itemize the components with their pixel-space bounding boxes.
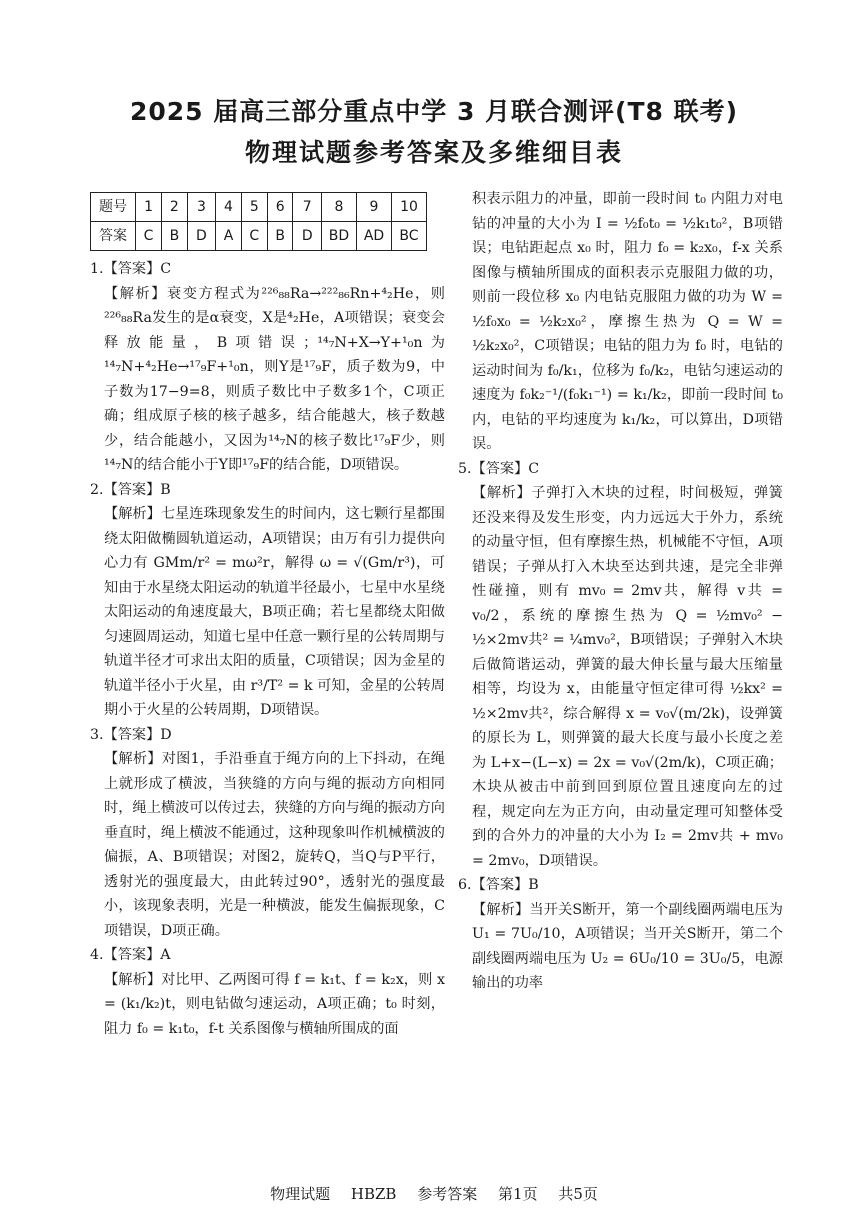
question-3: [90, 723, 445, 944]
answer-table-cell: 2: [162, 193, 188, 222]
question-4: [90, 943, 445, 1041]
answer-table-cell: 7: [293, 193, 322, 222]
question-answer-heading: 4.【答案】A: [90, 947, 171, 963]
question-explanation: 【解析】子弹打入木块的过程，时间极短，弹簧还没来得及发生形变，内力远远大于外力，系统的动量守恒，但有摩擦生热，机械能不守恒，A项错误；子弹从打入木块至达到共速，是完全非弹性碰撞，则有 mv₀ = 2mv共，解得 v共 = v₀/2，系统的摩擦生热为 Q = ½mv₀² − ½×2mv共² = ¼mv₀²，B项错误；子弹射入木块后做简谐运动，弹簧的最大伸长量与最大压缩量相等，均设为 x，由能量守恒定律可得 ½kx² = ½×2mv共²，综合解得 x = v₀√(m/2k)，设弹簧的原长为 L，则弹簧的最大长度与最小长度之差为 L+x−(L−x) = 2x = v₀√(2m/k)，C项正确；木块从被击中前到回到原位置且速度向左的过程，规定向左为正方向，由动量定理可知整体受到的合外力的冲量的大小为 I₂ = 2mv共 + mv₀ = 2mv₀，D项错误。: [472, 485, 783, 869]
right-column: [458, 187, 783, 996]
answer-table-cell: C: [241, 222, 267, 251]
answer-table-cell: 4: [216, 193, 242, 222]
answer-table-cell: BC: [392, 222, 427, 251]
question-explanation: 【解析】七星连珠现象发生的时间内，这七颗行星都围绕太阳做椭圆轨道运动，A项错误；由万有引力提供向心力有 GMm/r² = mω²r，解得 ω = √(Gm/r³)，可知由于水星绕太阳运动的轨道半径最小，七星中水星绕太阳运动的角速度最大，B项正确；若七星都绕太阳做匀速圆周运动，知道七星中任意一颗行星的公转周期与轨道半径才可求出太阳的质量，C项错误；因为金星的轨道半径小于火星，由 r³/T² = k 可知，金星的公转周期小于火星的公转周期，D项错误。: [104, 506, 445, 718]
question-5: [458, 457, 783, 874]
question-explanation: 【解析】衰变方程式为²²⁶₈₈Ra→²²²₈₆Rn+⁴₂He，则²²⁶₈₈Ra发生的是α衰变，X是⁴₂He，A项错误；衰变会释放能量，B项错误；¹⁴₇N+X→Y+¹₀n为¹⁴₇N+⁴₂He→¹⁷₉F+¹₀n，则Y是¹⁷₉F，质子数为9，中子数为17−9=8，则质子数比中子数多1个，C项正确；组成原子核的核子越多，结合能越大，核子数越少，结合能越小，又因为¹⁴₇N的核子数比¹⁷₉F少，则¹⁴₇N的结合能小于Y即¹⁷₉F的结合能，D项错误。: [104, 285, 445, 473]
answer-table-number-row: [91, 193, 427, 222]
answer-table-row-label: 题号: [91, 193, 136, 222]
answer-table-cell: C: [136, 222, 162, 251]
question-explanation: 【解析】对图1，手沿垂直于绳方向的上下抖动，在绳上就形成了横波，当狭缝的方向与绳的振动方向相同时，绳上横波可以传过去，狭缝的方向与绳的振动方向垂直时，绳上横波不能通过，这种现象叫作机械横波的偏振，A、B项错误；对图2，旋转Q，当Q与P平行，透射光的强度最大，由此转过90°，透射光的强度最小，该现象表明，光是一种横波，能发生偏振现象，C项错误，D项正确。: [104, 751, 445, 939]
footer-subject: 物理试题: [270, 1185, 331, 1203]
answer-table-cell: 9: [357, 193, 392, 222]
question-1: [90, 257, 445, 478]
answer-table-cell: 5: [241, 193, 267, 222]
footer-code: HBZB: [350, 1185, 397, 1203]
answer-table-cell: 8: [322, 193, 357, 222]
answer-table-cell: B: [267, 222, 293, 251]
question-2: [90, 478, 445, 723]
answer-table-cell: 1: [136, 193, 162, 222]
question-explanation-continued: 积表示阻力的冲量，即前一段时间 t₀ 内阻力对电钻的冲量的大小为 I = ½f₀t₀ = ½k₁t₀²，B项错误；电钻距起点 x₀ 时，阻力 f₀ = k₂x₀，f-x 关系图像与横轴所围成的面积表示克服阻力做的功，则前一段位移 x₀ 内电钻克服阻力做的功为 W = ½f₀x₀ = ½k₂x₀²，摩擦生热为 Q = W = ½k₂x₀²，C项错误；电钻的阻力为 f₀ 时，电钻的运动时间为 f₀/k₁，位移为 f₀/k₂，电钻匀速运动的速度为 f₀k₂⁻¹/(f₀k₁⁻¹) = k₁/k₂，即前一段时间 t₀ 内，电钻的平均速度为 k₁/k₂，可以算出，D项错误。: [472, 191, 783, 452]
answer-table-answer-row: [91, 222, 427, 251]
answer-table-cell: 6: [267, 193, 293, 222]
answer-table-cell: D: [293, 222, 322, 251]
answer-table-cell: B: [162, 222, 188, 251]
answer-table-cell: 3: [187, 193, 215, 222]
left-column: [90, 187, 445, 1041]
answer-table-cell: BD: [322, 222, 357, 251]
answer-table-cell: 10: [392, 193, 427, 222]
question-explanation: 【解析】对比甲、乙两图可得 f = k₁t、f = k₂x，则 x = (k₁/k₂)t，则电钻做匀速运动，A项正确；t₀ 时刻，阻力 f₀ = k₁t₀，f-t 关系图像与横轴所围成的面: [104, 971, 445, 1037]
answer-table: [90, 192, 427, 251]
page-subtitle: 物理试题参考答案及多维细目表: [244, 138, 623, 167]
answer-table-row-label: 答案: [91, 222, 136, 251]
page-footer: [0, 1183, 868, 1204]
question-answer-heading: 3.【答案】D: [90, 726, 172, 743]
question-explanation: 【解析】当开关S断开，第一个副线圈两端电压为 U₁ = 7U₀/10，A项错误；当开关S断开，第二个副线圈两端电压为 U₂ = 6U₀/10 = 3U₀/5，电源输出的功率: [472, 901, 783, 991]
footer-doc-type: 参考答案: [417, 1185, 478, 1203]
page-title: 2025 届高三部分重点中学 3 月联合测评(T8 联考): [129, 97, 739, 126]
footer-page: 第1页: [498, 1185, 538, 1203]
question-answer-heading: 1.【答案】C: [90, 261, 172, 277]
question-answer-heading: 5.【答案】C: [458, 460, 540, 477]
question-answer-heading: 6.【答案】B: [458, 877, 539, 893]
answer-table-cell: D: [187, 222, 215, 251]
question-6: [458, 873, 783, 996]
question-answer-heading: 2.【答案】B: [90, 481, 171, 498]
answer-table-cell: AD: [357, 222, 392, 251]
answer-table-cell: A: [216, 222, 242, 251]
footer-total: 共5页: [558, 1185, 598, 1203]
